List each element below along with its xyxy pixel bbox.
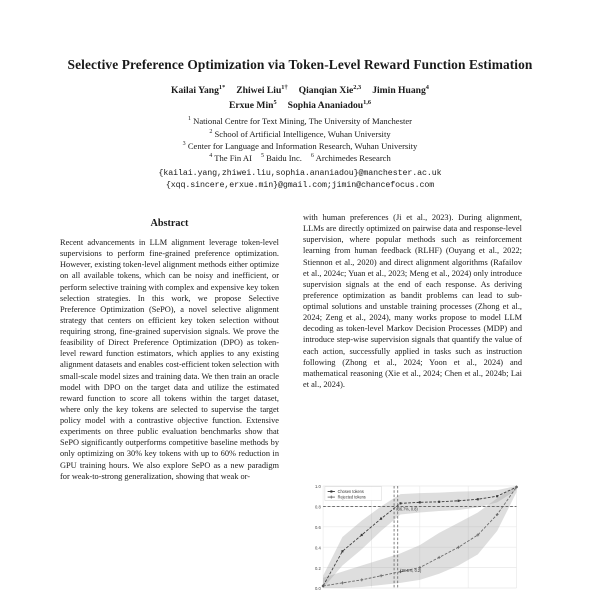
affiliation-text: Baidu Inc. bbox=[266, 153, 302, 164]
author-entry bbox=[171, 85, 225, 96]
email-block bbox=[0, 168, 600, 192]
author-name: Sophia Ananiadou bbox=[287, 99, 364, 111]
author-row-2 bbox=[50, 99, 550, 114]
chart-area bbox=[303, 480, 522, 598]
svg-text:0.6: 0.6 bbox=[314, 524, 321, 531]
affiliation-marker: 2 bbox=[209, 128, 213, 135]
affiliation-item bbox=[40, 115, 560, 127]
author-affil-marker: 1† bbox=[281, 83, 288, 91]
author-entry bbox=[372, 85, 429, 96]
author-affil-marker: 2,3 bbox=[353, 83, 362, 91]
introduction-text: with human preferences (Ji et al., 2023). During alignment, LLMs are directly optimized on pairwise data and response-level supervision, where popular methods such as reinforcement learning from human feedback (RLHF) (Ouyang et al., 2022; Stiennon et al., 2020) and direct alignment algorithms (Rafailov et al., 2024c; Yuan et al., 2023; Meng et al., 2024) only introduce supervision signals at the end of each response. As deriving preference optimization as bandit problems can lead to sub-optimal solutions and unstable training processes (Zhong et al., 2024; Zeng et al., 2024), many works propose to model LLM decoding as token-level Markov Decision Processes (MDP) and introduce step-wise supervision signals that quantify the value of each action, successfully applied in tasks such as instruction following (Zhong et al., 2024; Yoon et al., 2024) and mathematical reasoning (Xie et al., 2024; Chen et al., 2024b; Lai et al., 2024). bbox=[303, 213, 522, 389]
affiliation-text: Center for Language and Information Research, Wuhan University bbox=[187, 140, 418, 151]
email-line: {xqq.sincere,erxue.min}@gmail.com;jimin@chancefocus.com bbox=[165, 180, 435, 190]
svg-text:Chosen tokens: Chosen tokens bbox=[337, 488, 364, 495]
author-affil-marker: 1* bbox=[218, 83, 226, 91]
affiliation-marker: 6 bbox=[310, 153, 314, 160]
author-name: Jimin Huang bbox=[372, 85, 426, 97]
svg-text:0.2: 0.2 bbox=[314, 565, 321, 571]
author-entry bbox=[229, 100, 277, 111]
author-affil-marker: 5 bbox=[273, 98, 277, 106]
svg-text:0.4: 0.4 bbox=[314, 545, 321, 551]
line-chart bbox=[303, 480, 522, 598]
figure-token-reward-distribution bbox=[303, 480, 522, 598]
affiliation-text: Archimedes Research bbox=[315, 153, 391, 164]
affiliation-item-inline-row bbox=[40, 152, 560, 164]
author-list bbox=[0, 84, 600, 113]
svg-text:1.0: 1.0 bbox=[314, 484, 321, 490]
right-column bbox=[303, 212, 522, 600]
email-line: {kailai.yang,zhiwei.liu,sophia.ananiadou}@manchester.ac.uk bbox=[158, 168, 442, 178]
affiliation-item bbox=[40, 128, 560, 140]
affiliation-text: National Centre for Text Mining, The University of Manchester bbox=[193, 116, 413, 127]
author-affil-marker: 1,6 bbox=[363, 98, 372, 106]
author-affil-marker: 4 bbox=[425, 83, 429, 91]
author-row-1 bbox=[50, 84, 550, 99]
author-entry bbox=[299, 85, 362, 96]
author-name: Kailai Yang bbox=[171, 85, 219, 97]
affiliation-text: School of Artificial Intelligence, Wuhan University bbox=[214, 128, 391, 139]
affiliation-marker: 5 bbox=[260, 153, 264, 160]
affiliation-text: The Fin AI bbox=[214, 153, 252, 164]
abstract-heading: Abstract bbox=[150, 218, 189, 229]
svg-text:(36.7%, 0.8): (36.7%, 0.8) bbox=[396, 506, 418, 512]
author-name: Erxue Min bbox=[228, 99, 274, 111]
affiliation-marker: 4 bbox=[209, 153, 213, 160]
abstract-text: Recent advancements in LLM alignment leverage token-level supervisions to perform fine-grained preference optimization. However, existing token-level alignment methods either optimize on all available tokens, which can be noisy and inefficient, or perform selective training with complex and expensive key token selection strategies. In this work, we propose Selective Preference Optimization (SePO), a novel selective alignment strategy that centers on efficient key token selection without requiring strong, fine-grained supervision signals. We prove the feasibility of Direct Preference Optimization (DPO) as token-level reward function estimators, which applies to any existing alignment datasets and enables cost-efficient token selection with small-scale model sizes and training data. We then train an oracle model with DPO on the target data and utilize the estimated reward function to score all tokens within the target dataset, where only the key tokens are selected to supervise the target policy model with a contrastive objective function. Extensive experiments on three public evaluation benchmarks show that SePO significantly outperforms competitive baseline methods by only optimizing on 30% key tokens with up to 60% reduction in GPU training hours. We also explore SePO as a new paradigm for weak-to-strong generalization, showing that weak or- bbox=[60, 238, 279, 481]
page-title: Selective Preference Optimization via Token-Level Reward Function Estimation bbox=[67, 57, 533, 72]
author-entry bbox=[236, 85, 287, 96]
affiliation-marker: 1 bbox=[187, 116, 191, 123]
left-column bbox=[60, 212, 279, 600]
svg-text:0.0: 0.0 bbox=[314, 586, 321, 592]
svg-text:Rejected tokens: Rejected tokens bbox=[337, 494, 366, 500]
affiliation-item bbox=[40, 140, 560, 152]
svg-text:0.8: 0.8 bbox=[314, 504, 321, 510]
affiliation-list bbox=[0, 115, 600, 165]
author-name: Qianqian Xie bbox=[298, 85, 354, 97]
affiliation-marker: 3 bbox=[182, 141, 186, 148]
author-entry bbox=[288, 100, 371, 111]
svg-text:(38.6%, 0.2): (38.6%, 0.2) bbox=[400, 567, 422, 573]
body-columns bbox=[0, 212, 600, 600]
author-name: Zhiwei Liu bbox=[236, 85, 282, 97]
